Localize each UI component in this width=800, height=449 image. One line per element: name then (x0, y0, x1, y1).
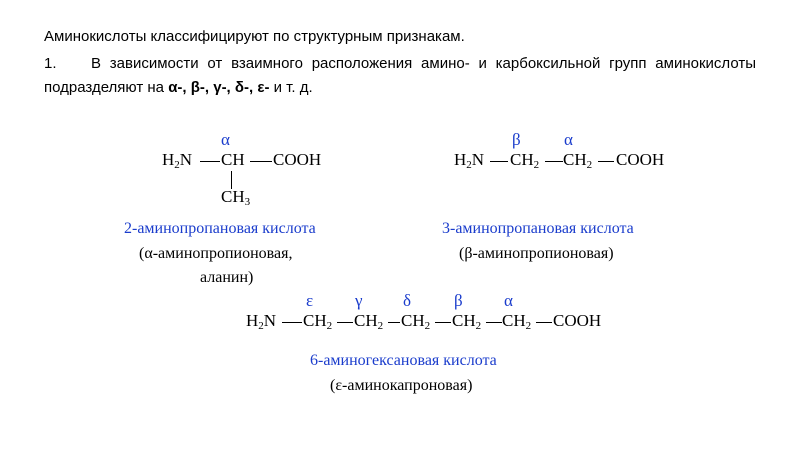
beta-label: β (512, 130, 521, 149)
alpha-label: α (504, 291, 513, 310)
amino-group: $H_2N$ (454, 150, 485, 171)
delta-label: δ (403, 291, 412, 310)
bond (490, 161, 508, 162)
alpha-label: α (564, 130, 573, 149)
ch2-group: $CH_2$ (452, 311, 482, 332)
ch2-group: $CH_2$ (303, 311, 333, 332)
classification-paragraph (44, 52, 756, 100)
item-text-start: В зависимости от взаимного расположения амино- и карбоксильной групп аминокислоты подразделяют на (44, 55, 756, 96)
alanine-subname-2: аланин) (200, 269, 254, 286)
item-bold-letters: α-, β-, γ-, δ-, ε- (168, 79, 270, 96)
beta-alanine-name: 3-аминопропановая кислота (442, 220, 634, 237)
bond (435, 322, 451, 323)
gamma-label: γ (355, 291, 363, 310)
bond (536, 322, 552, 323)
alanine-methyl: $CH_3$ (221, 187, 251, 208)
ch2-group: $CH_2$ (563, 150, 593, 171)
alanine-ch: CH (221, 150, 245, 169)
ch2-group: $CH_2$ (401, 311, 431, 332)
bond (250, 161, 272, 162)
alanine-name: 2-аминопропановая кислота (124, 220, 316, 237)
ch2-group: $CH_2$ (510, 150, 540, 171)
cooh-group: COOH (616, 150, 665, 169)
alanine-subname-1: (α-аминопропионовая, (139, 245, 293, 262)
aminocaproic-name: 6-аминогексановая кислота (310, 352, 497, 369)
bond (486, 322, 502, 323)
bond (200, 161, 220, 162)
aminocaproic-subname: (ε-аминокапроновая) (330, 377, 473, 394)
ch2-group: $CH_2$ (502, 311, 532, 332)
bond (337, 322, 353, 323)
bond (388, 322, 400, 323)
item-text-end: и т. д. (269, 79, 313, 96)
bond (282, 322, 302, 323)
cooh-group: COOH (553, 311, 602, 330)
alanine-cooh: COOH (273, 150, 322, 169)
bond (598, 161, 614, 162)
beta-alanine-subname: (β-аминопропионовая) (459, 245, 614, 262)
ch2-group: $CH_2$ (354, 311, 384, 332)
amino-group: $H_2N$ (246, 311, 277, 332)
bond (545, 161, 563, 162)
epsilon-label: ε (306, 291, 314, 310)
alanine-amino-group: $H_2N$ (162, 150, 193, 171)
beta-label: β (454, 291, 463, 310)
heading-text: Аминокислоты классифицируют по структурным признакам. (44, 28, 465, 45)
item-number: 1. (44, 55, 57, 72)
alanine-alpha-label: α (221, 130, 230, 149)
